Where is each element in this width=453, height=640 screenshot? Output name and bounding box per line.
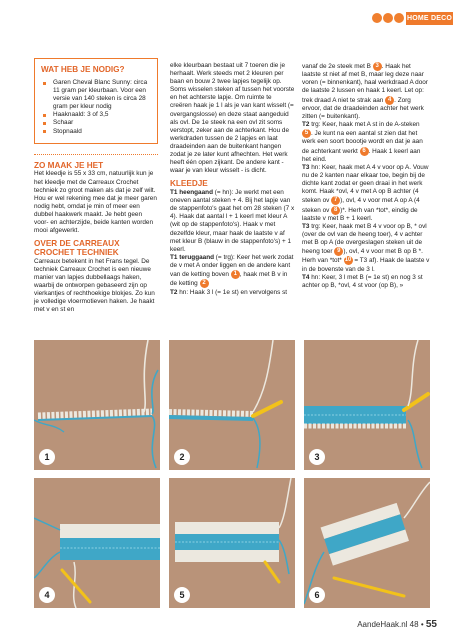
materials-list: [41, 79, 151, 136]
howto-text: Het kleedje is 55 x 33 cm, natuurlijk kun je het kleedje met de Carreaux Crochet techniek zo groot maken als dat je zelf wilt. Hou er wel rekening mee dat je meer garen nodig hebt, omdat je min of meer een dubbel haakwerk maakt. Je hebt geen voor- en achterzijde, beide kanten worden mooi afgewerkt.: [34, 170, 157, 235]
materials-item: Schaar: [49, 119, 151, 127]
round-4-heengaand: T4 hn: Keer, 3 l met B (= 1e st) en nog 3 st achter op B, *ovl, 4 st voor (op B), »: [302, 273, 423, 289]
step-photo-1: [34, 340, 160, 470]
step-number: 6: [309, 587, 325, 603]
section-tag: HOME DECO: [406, 12, 453, 25]
step-photo-2: [169, 340, 295, 470]
step-marker: 4: [385, 96, 394, 105]
crochet-photo-6-illustration: [304, 478, 430, 608]
round-3-teruggaand: T3 trg: Keer, haak met B 4 v voor op B, * ovl (over de ovl van de heeng toer), 4 v achter met B op A (de overgeslagen steken uit de heeng toer 9 ), ovl, 4 v voor met B op B *. Herh van *tot* 10 = T3 af). Haak de laatste v in de bovenste van de 3 l.: [302, 222, 430, 273]
top-bar: [0, 0, 453, 28]
step-number: 4: [39, 587, 55, 603]
technique-title: OVER DE CARREAUX CROCHET TECHNIEK: [34, 239, 120, 257]
round-1-teruggaand: T1 teruggaand (= trg): Keer het werk zodat de v met A onder liggen en de andere kant van de ketting boven 1 , haak met B v in de ketting 2: [170, 253, 294, 288]
kleedje-title: KLEEDJE: [170, 179, 208, 189]
round-1-heengaand: T1 heengaand (= hn): Je werkt met een oneven aantal steken + 4. Bij het lapje van de stappenfoto's gaat het om 28 steken (7 x 4). Haak dat aantal l + 1 keerl met kleur A (wit op de stappenfoto's). Haak v met dezelfde kleur, maar haak de laatste v af met kleur B (blauw in de stappenfoto's) + 1 keerl.: [170, 189, 295, 253]
step-marker: 2: [200, 279, 209, 288]
step-photo-4: [34, 478, 160, 608]
materials-box: [34, 58, 158, 144]
step-photo-5: [169, 478, 295, 608]
step-photo-6: [304, 478, 430, 608]
step-photo-3: [304, 340, 430, 470]
crochet-photo-3-illustration: [304, 340, 430, 470]
dot-icon: [372, 13, 382, 23]
step-marker: 5: [302, 129, 311, 138]
materials-item: Haaknaald: 3 of 3,5: [49, 111, 151, 119]
step-marker: 8: [331, 206, 340, 215]
crochet-photo-2-illustration: [169, 340, 295, 470]
intro-text: elke kleurbaan bestaat uit 7 toeren die je herhaalt. Werk steeds met 2 kleuren per baan en bouw 2 twee lapjes tegelijk op. Soms wisselen steken af tussen het voorste en het achterste lapje. Om ruimte te creëren haak je 1 l als je van kant wisselt (= overgangslosse) en deze staat aangeduid als ovl. De 1e steek na een ovl zit soms verstopt, zeker aan de achterkant. Hou de werkdraden tussen de 2 lapjes en laat draadeinden aan de buitenkant hangen zodat je ze later kunt afhechten. Het werk heeft één open zijkant. De andere kant - waar je van kleur wisselt - is dicht.: [170, 62, 295, 175]
column-2: [170, 62, 295, 297]
step-marker: 3: [373, 62, 382, 71]
step-number: 1: [39, 449, 55, 465]
footer-site: AandeHaak.nl 48: [357, 620, 419, 629]
page-dots: [372, 13, 404, 23]
divider: [34, 154, 158, 155]
round-3-heengaand: T3 hn: Keer, haak met A 4 v voor op A. Vouw nu de 2 kanten naar elkaar toe, begin bij de dichte kant zodat er geen draai in het werk komt. Haak *ovl, 4 v met A op B achter (4 steken ov 7 ), ovl, 4 v voor met A op A (4 steken ov 8 )*. Herh van *tot*, eindig de laatste v met B + 1 keerl.: [302, 163, 429, 222]
step-number: 5: [174, 587, 190, 603]
materials-item: Stopnaald: [49, 128, 151, 136]
crochet-photo-4-illustration: [34, 478, 160, 608]
page-footer: [357, 619, 437, 630]
technique-text: Carreaux betekent in het Frans tegel. De techniek Carreaux Crochet is een nieuwe manier van lapjes dubbellaags haken, waarbij de ontworpen gebaseerd zijn op vierkantjes of rechthoekige blokjes. Zo kun je volledige vloermotieven haken. Je haakt met v en st en: [34, 257, 155, 314]
round-2-teruggaand: T2 trg: Keer, haak met A st in de A-steken 5 . Je kunt na een aantal st zien dat het werk een soort boootje wordt en dat je aan de achterkant werkt 6 . Haak 1 keerl aan het eind.: [302, 121, 423, 163]
dot-icon: [383, 13, 393, 23]
materials-item: Garen Cheval Blanc Sunny: circa 11 gram per kleurbaan. Voor een versie van 140 steken is circa 28 gram per kleur nodig: [49, 79, 151, 111]
step-number: 2: [174, 449, 190, 465]
step-marker: 9: [334, 247, 343, 256]
crochet-photo-1-illustration: [34, 340, 160, 470]
step-number: 3: [309, 449, 325, 465]
column-3: [302, 62, 430, 290]
step-marker: 6: [360, 147, 369, 156]
step-marker: 10: [344, 257, 352, 264]
footer-separator: •: [420, 620, 424, 629]
step-marker: 1: [231, 270, 240, 279]
crochet-photo-5-illustration: [169, 478, 295, 608]
materials-title: WAT HEB JE NODIG?: [41, 65, 125, 74]
howto-title: ZO MAAK JE HET: [34, 160, 104, 170]
step-marker: 7: [331, 196, 340, 205]
dot-icon: [394, 13, 404, 23]
round-2-continued: vanaf de 2e steek met B 3 . Haak het laatste st niet af met B, maar leg deze naar voren (= binnenkant), haal werkdraad A door de laatste 2 lussen en haak 1 keerl. Let op: trek draad A niet te strak aan 4 . Zorg ervoor, dat de draadeinden achter het werk zitten (= buitenkant).: [302, 63, 428, 120]
page-number: 55: [425, 619, 437, 630]
round-2-heengaand: T2 hn: Haak 3 l (= 1e st) en vervolgens st: [170, 288, 288, 296]
column-1: [34, 62, 158, 314]
